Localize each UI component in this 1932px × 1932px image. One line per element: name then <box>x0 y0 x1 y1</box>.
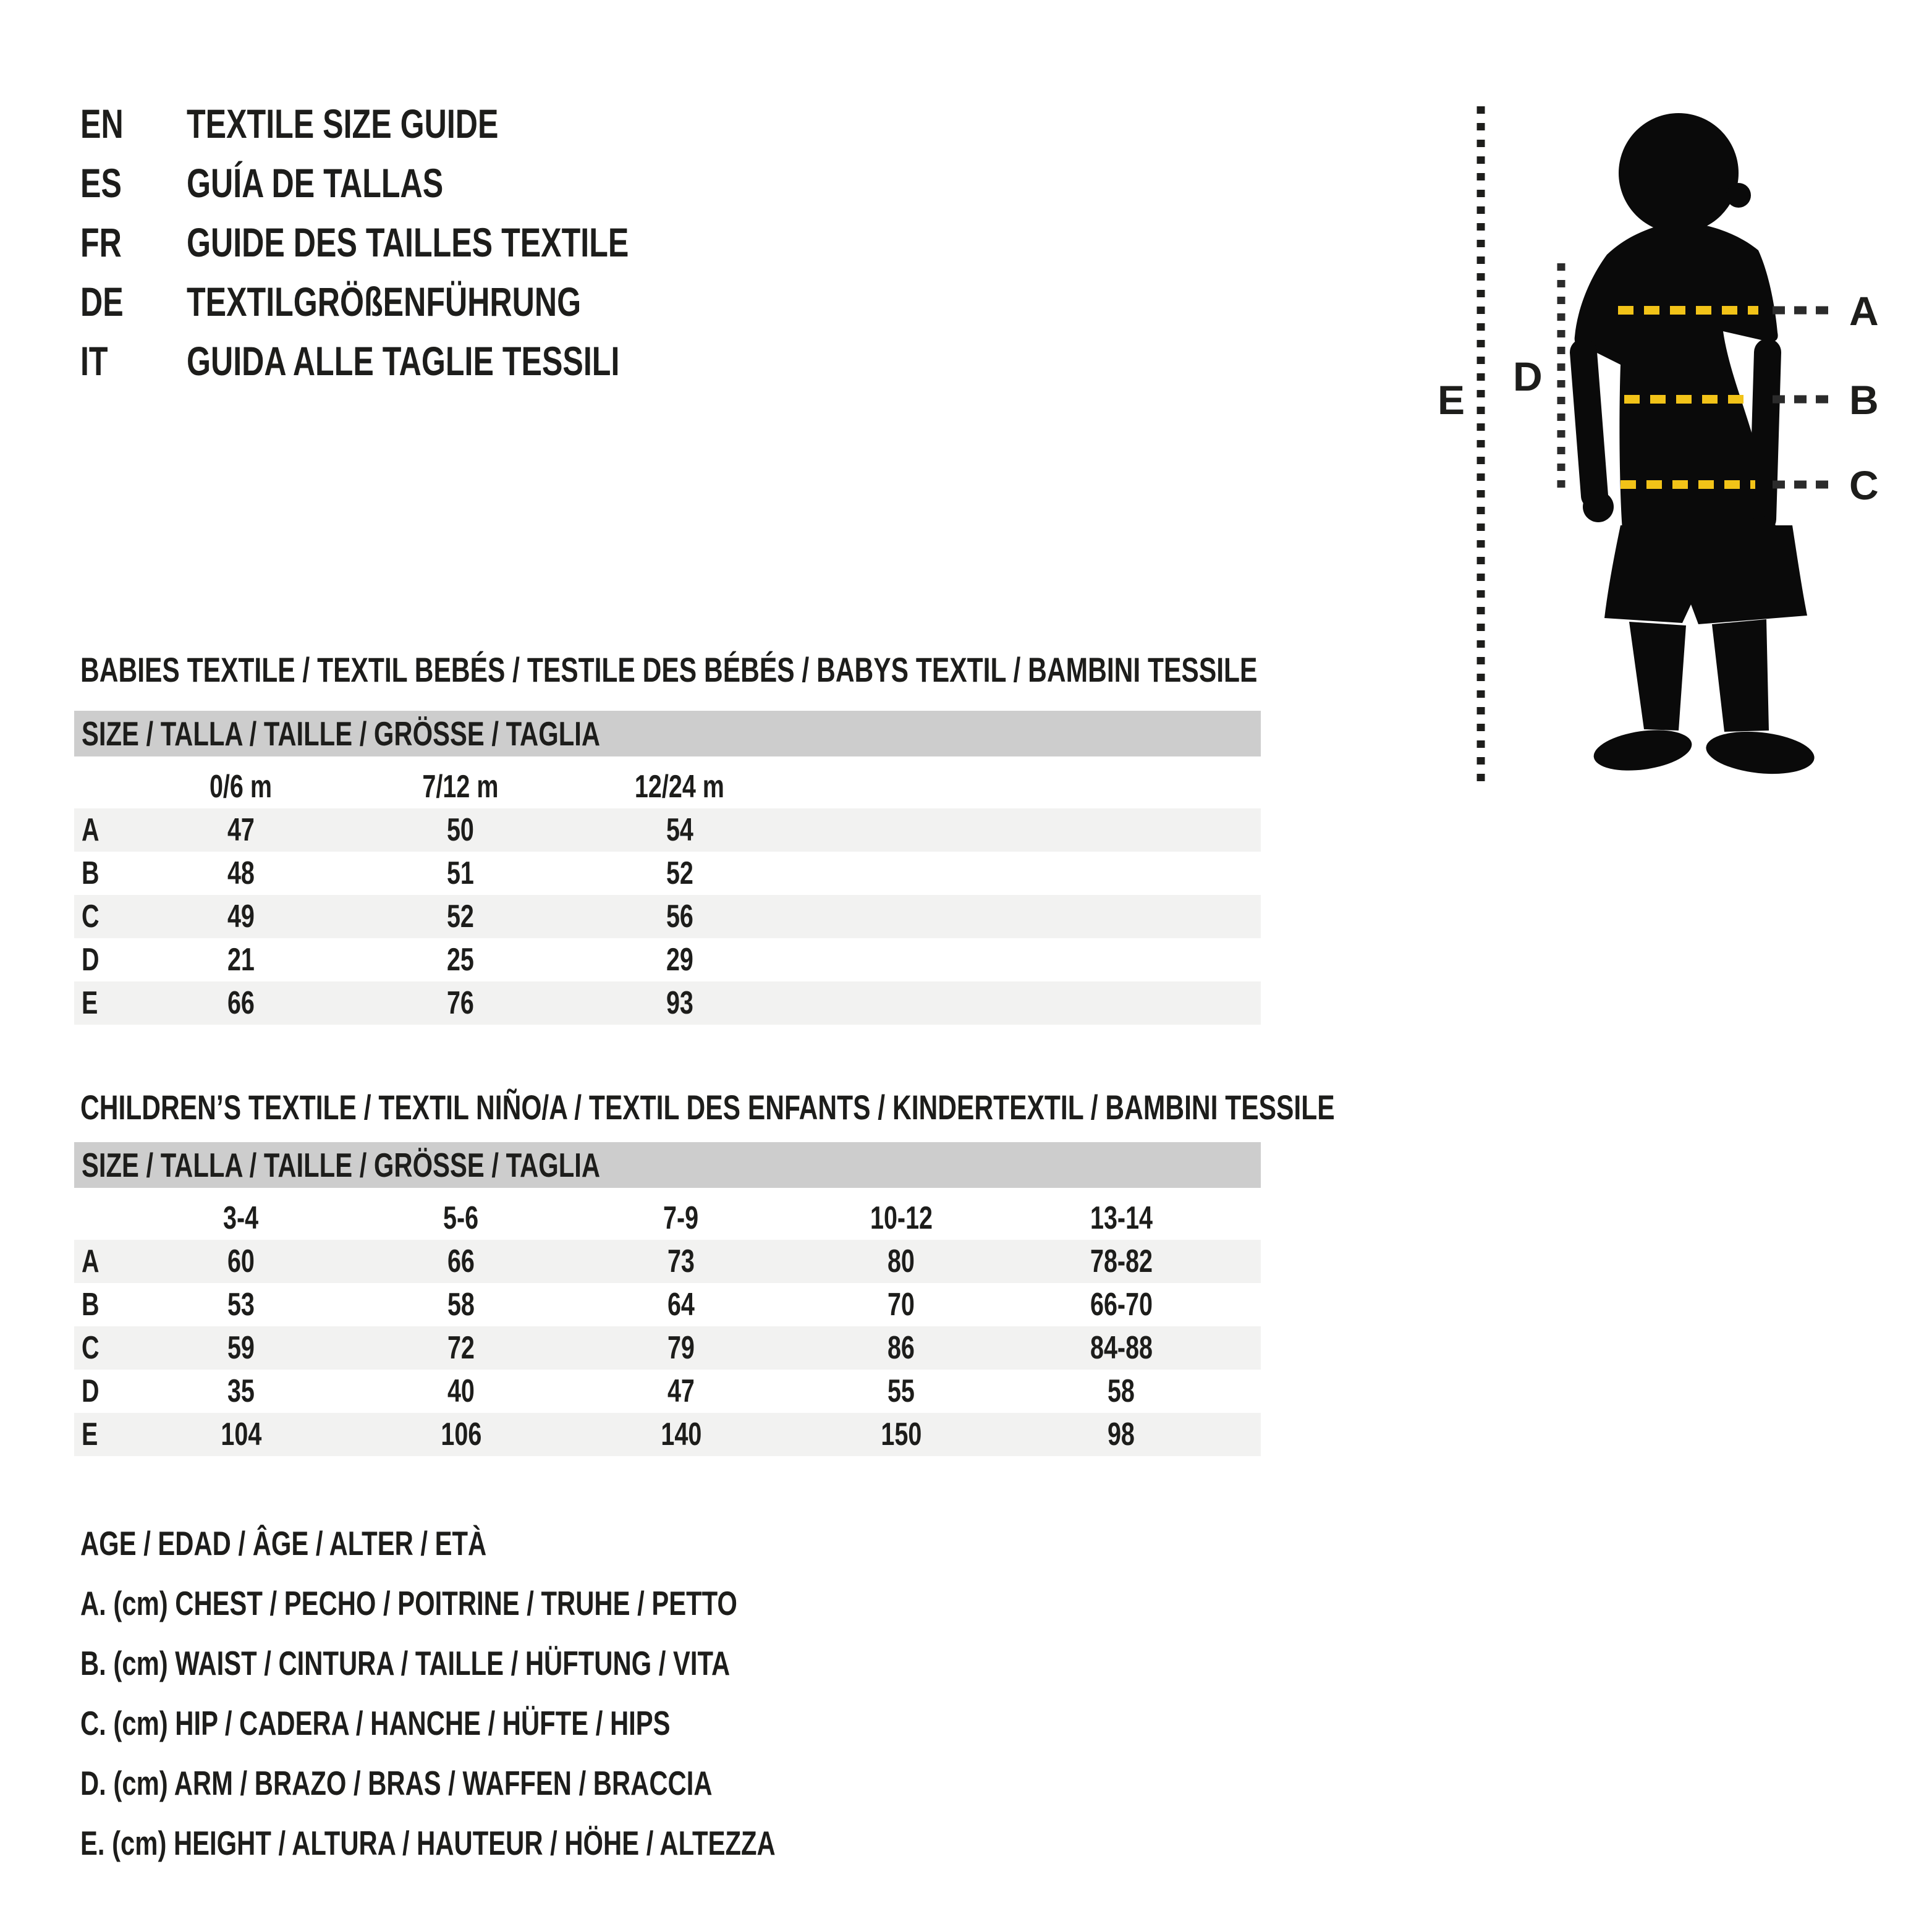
cell-value: 60 <box>227 1244 255 1279</box>
guide-title-en: TEXTILE SIZE GUIDE <box>187 101 499 146</box>
language-code: EN <box>80 101 124 146</box>
legend-chest: A. (cm) CHEST / PECHO / POITRINE / TRUHE / PETTO <box>80 1583 737 1622</box>
guide-title-es: GUÍA DE TALLAS <box>187 160 444 206</box>
babies-size-header-bar: SIZE / TALLA / TAILLE / GRÖSSE / TAGLIA <box>74 711 1261 756</box>
cell-value: 79 <box>667 1330 695 1366</box>
cell-value: 72 <box>447 1330 475 1366</box>
legend-arm: D. (cm) ARM / BRAZO / BRAS / WAFFEN / BRACCIA <box>80 1763 713 1802</box>
chest-label: A <box>1849 288 1879 334</box>
cell-value: 70 <box>888 1287 915 1323</box>
cell-value: 140 <box>661 1417 701 1452</box>
child-measurement-diagram <box>1421 93 1932 797</box>
cell-value: 54 <box>666 812 693 848</box>
language-code: IT <box>80 338 108 384</box>
row-label: B <box>82 1287 100 1323</box>
babies-table <box>74 765 1261 1025</box>
hip-label: C <box>1849 462 1879 508</box>
table-row <box>74 938 1261 981</box>
cell-value: 98 <box>1108 1417 1135 1452</box>
cell-value: 84-88 <box>1090 1330 1153 1366</box>
row-label: C <box>82 1330 100 1366</box>
children-section-title: CHILDREN’S TEXTILE / TEXTIL NIÑO/A / TEXTIL DES ENFANTS / KINDERTEXTIL / BAMBINI TESSILE <box>80 1088 1335 1127</box>
language-code: DE <box>80 279 124 324</box>
cell-value: 73 <box>667 1244 695 1279</box>
language-code: ES <box>80 160 122 206</box>
language-row-es <box>80 153 768 213</box>
height-label: E <box>1438 377 1465 423</box>
children-size-table <box>74 1142 1261 1456</box>
row-label: C <box>82 899 100 934</box>
row-label: E <box>82 985 98 1021</box>
table-row <box>74 981 1261 1025</box>
table-row <box>74 808 1261 852</box>
cell-value: 106 <box>441 1417 481 1452</box>
children-col-2: 7-9 <box>663 1200 699 1236</box>
row-label: E <box>82 1417 98 1452</box>
cell-value: 53 <box>227 1287 255 1323</box>
cell-value: 86 <box>888 1330 915 1366</box>
row-label: B <box>82 855 100 891</box>
children-col-3: 10-12 <box>870 1200 933 1236</box>
cell-value: 80 <box>888 1244 915 1279</box>
table-row <box>74 1370 1261 1413</box>
cell-value: 104 <box>221 1417 261 1452</box>
cell-value: 93 <box>666 985 693 1021</box>
table-row <box>74 1326 1261 1370</box>
cell-value: 52 <box>666 855 693 891</box>
cell-value: 29 <box>666 942 693 978</box>
cell-value: 66-70 <box>1090 1287 1153 1323</box>
cell-value: 58 <box>447 1287 475 1323</box>
babies-section-title: BABIES TEXTILE / TEXTIL BEBÉS / TESTILE DES BÉBÉS / BABYS TEXTIL / BAMBINI TESSILE <box>80 650 1258 689</box>
cell-value: 25 <box>446 942 474 978</box>
children-col-0: 3-4 <box>223 1200 259 1236</box>
children-size-header-bar: SIZE / TALLA / TAILLE / GRÖSSE / TAGLIA <box>74 1142 1261 1188</box>
arm-label: D <box>1513 354 1543 399</box>
cell-value: 76 <box>446 985 474 1021</box>
guide-title-it: GUIDA ALLE TAGLIE TESSILI <box>187 338 620 384</box>
cell-value: 58 <box>1108 1373 1135 1409</box>
cell-value: 49 <box>227 899 255 934</box>
guide-title-de: TEXTILGRÖßENFÜHRUNG <box>187 279 582 324</box>
cell-value: 55 <box>888 1373 915 1409</box>
waist-label: B <box>1849 377 1879 423</box>
cell-value: 64 <box>667 1287 695 1323</box>
row-label: D <box>82 942 100 978</box>
cell-value: 21 <box>227 942 255 978</box>
row-label: A <box>82 1244 100 1279</box>
measurement-legend <box>80 1513 995 1873</box>
legend-hip: C. (cm) HIP / CADERA / HANCHE / HÜFTE / HIPS <box>80 1703 671 1742</box>
row-label: A <box>82 812 100 848</box>
cell-value: 51 <box>446 855 474 891</box>
cell-value: 150 <box>881 1417 922 1452</box>
cell-value: 40 <box>447 1373 475 1409</box>
children-column-header-row <box>74 1197 1261 1240</box>
babies-col-0: 0/6 m <box>209 769 273 805</box>
babies-col-2: 12/24 m <box>634 769 725 805</box>
children-table <box>74 1197 1261 1456</box>
language-row-it <box>80 331 768 391</box>
babies-size-table <box>74 711 1261 1025</box>
table-row <box>74 1413 1261 1456</box>
cell-value: 48 <box>227 855 255 891</box>
language-row-fr <box>80 213 768 272</box>
table-row <box>74 1240 1261 1283</box>
babies-column-header-row <box>74 765 1261 808</box>
cell-value: 47 <box>227 812 255 848</box>
table-row <box>74 895 1261 938</box>
babies-col-1: 7/12 m <box>422 769 499 805</box>
cell-value: 78-82 <box>1090 1244 1153 1279</box>
legend-height: E. (cm) HEIGHT / ALTURA / HAUTEUR / HÖHE / ALTEZZA <box>80 1823 776 1862</box>
table-row <box>74 1283 1261 1326</box>
language-row-en <box>80 94 768 153</box>
cell-value: 35 <box>227 1373 255 1409</box>
language-title-block <box>80 94 768 391</box>
legend-age: AGE / EDAD / ÂGE / ALTER / ETÀ <box>80 1523 487 1562</box>
cell-value: 52 <box>446 899 474 934</box>
legend-waist: B. (cm) WAIST / CINTURA / TAILLE / HÜFTUNG / VITA <box>80 1643 731 1682</box>
table-row <box>74 852 1261 895</box>
row-label: D <box>82 1373 100 1409</box>
cell-value: 50 <box>446 812 474 848</box>
cell-value: 56 <box>666 899 693 934</box>
cell-value: 47 <box>667 1373 695 1409</box>
cell-value: 66 <box>227 985 255 1021</box>
cell-value: 59 <box>227 1330 255 1366</box>
language-row-de <box>80 272 768 331</box>
children-col-1: 5-6 <box>443 1200 479 1236</box>
children-col-4: 13-14 <box>1090 1200 1153 1236</box>
guide-title-fr: GUIDE DES TAILLES TEXTILE <box>187 219 629 265</box>
cell-value: 66 <box>447 1244 475 1279</box>
language-code: FR <box>80 219 122 265</box>
